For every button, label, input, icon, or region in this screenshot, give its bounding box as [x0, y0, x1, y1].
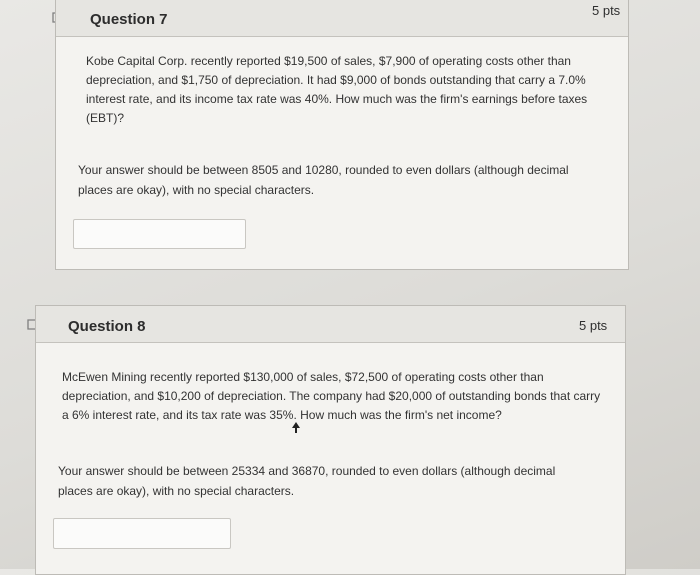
question-points: 5 pts: [592, 3, 621, 18]
question-title: Question 8: [68, 318, 146, 335]
answer-input[interactable]: [53, 518, 231, 549]
question-card: [55, 0, 629, 270]
answer-input[interactable]: [73, 219, 246, 249]
question-header: [36, 306, 625, 343]
answer-hint: Your answer should be between 25334 and 36870, rounded to even dollars (although decimal places are okay), with no special characters.: [58, 464, 556, 498]
question-text: McEwen Mining recently reported $130,000 of sales, $72,500 of operating costs other than depreciation, and $10,200 of depreciation. The company had $20,000 of outstanding bonds that carry a 6% interest rate, and its tax rate was 35%. How much was the firm's net income?: [62, 370, 601, 422]
question-title: Question 7: [90, 11, 168, 28]
question-card: [35, 305, 626, 575]
question-points: 5 pts: [579, 318, 608, 333]
question-text: Kobe Capital Corp. recently reported $19,500 of sales, $7,900 of operating costs other than depreciation, and $1,750 of depreciation. It had $9,000 of bonds outstanding that carry a 7.0% interest rate, and its income tax rate was 40%. How much was the firm's earnings before taxes (EBT)?: [86, 54, 588, 125]
question-header: [56, 0, 628, 37]
answer-hint: Your answer should be between 8505 and 10280, rounded to even dollars (although decimal places are okay), with no special characters.: [78, 163, 569, 197]
mouse-cursor-icon: [292, 421, 300, 433]
